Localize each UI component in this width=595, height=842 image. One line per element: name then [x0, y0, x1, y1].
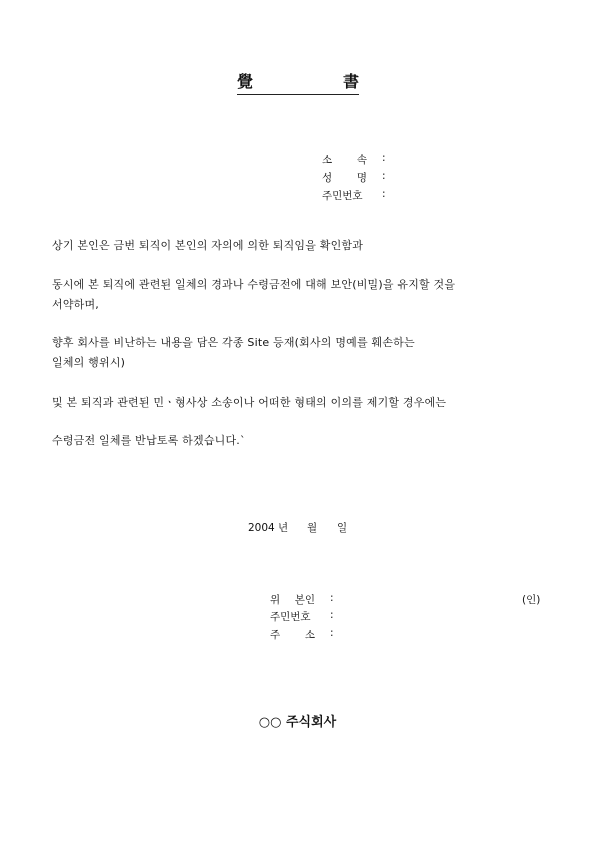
name-colon: : [382, 170, 386, 182]
company-name: ○○ 주식회사 [258, 715, 337, 730]
document-title [237, 72, 359, 95]
signer-resident-number-colon: : [330, 609, 334, 621]
title-char-2: 書 [342, 72, 359, 91]
body-line-4: 향후 회사를 비난하는 내용을 담은 각종 Site 등재(회사의 명예를 훼손하는 [52, 336, 415, 349]
date-day: 일 [337, 522, 348, 534]
signer-label: 위 본인 [270, 594, 315, 606]
body-line-7: 수령금전 일체를 반납토록 하겠습니다.ˋ [52, 434, 246, 447]
body-line-5: 일체의 행위시) [52, 356, 126, 369]
signer-resident-number-label: 주민번호 [270, 611, 311, 623]
resident-number-colon: : [382, 188, 386, 200]
body-line-2: 동시에 본 퇴직에 관련된 일체의 경과나 수령금전에 대해 보안(비밀)을 유지할 것을 [52, 278, 456, 291]
name-label: 성 명 [322, 172, 367, 184]
seal-mark: (인) [522, 594, 541, 606]
affiliation-colon: : [382, 152, 386, 164]
affiliation-label: 소 속 [322, 154, 367, 166]
body-line-3: 서약하며, [52, 298, 100, 311]
address-colon: : [330, 627, 334, 639]
title-char-1: 覺 [237, 72, 254, 91]
address-label: 주 소 [270, 629, 315, 641]
signer-colon: : [330, 592, 334, 604]
date-year: 2004 년 [248, 522, 289, 534]
resident-number-label: 주민번호 [322, 190, 363, 202]
body-line-1: 상기 본인은 금번 퇴직이 본인의 자의에 의한 퇴직임을 확인함과 [52, 239, 364, 252]
body-line-6: 및 본 퇴직과 관련된 민ㆍ형사상 소송이나 어떠한 형태의 이의를 제기할 경우에는 [52, 396, 447, 409]
date-month: 월 [307, 522, 318, 534]
